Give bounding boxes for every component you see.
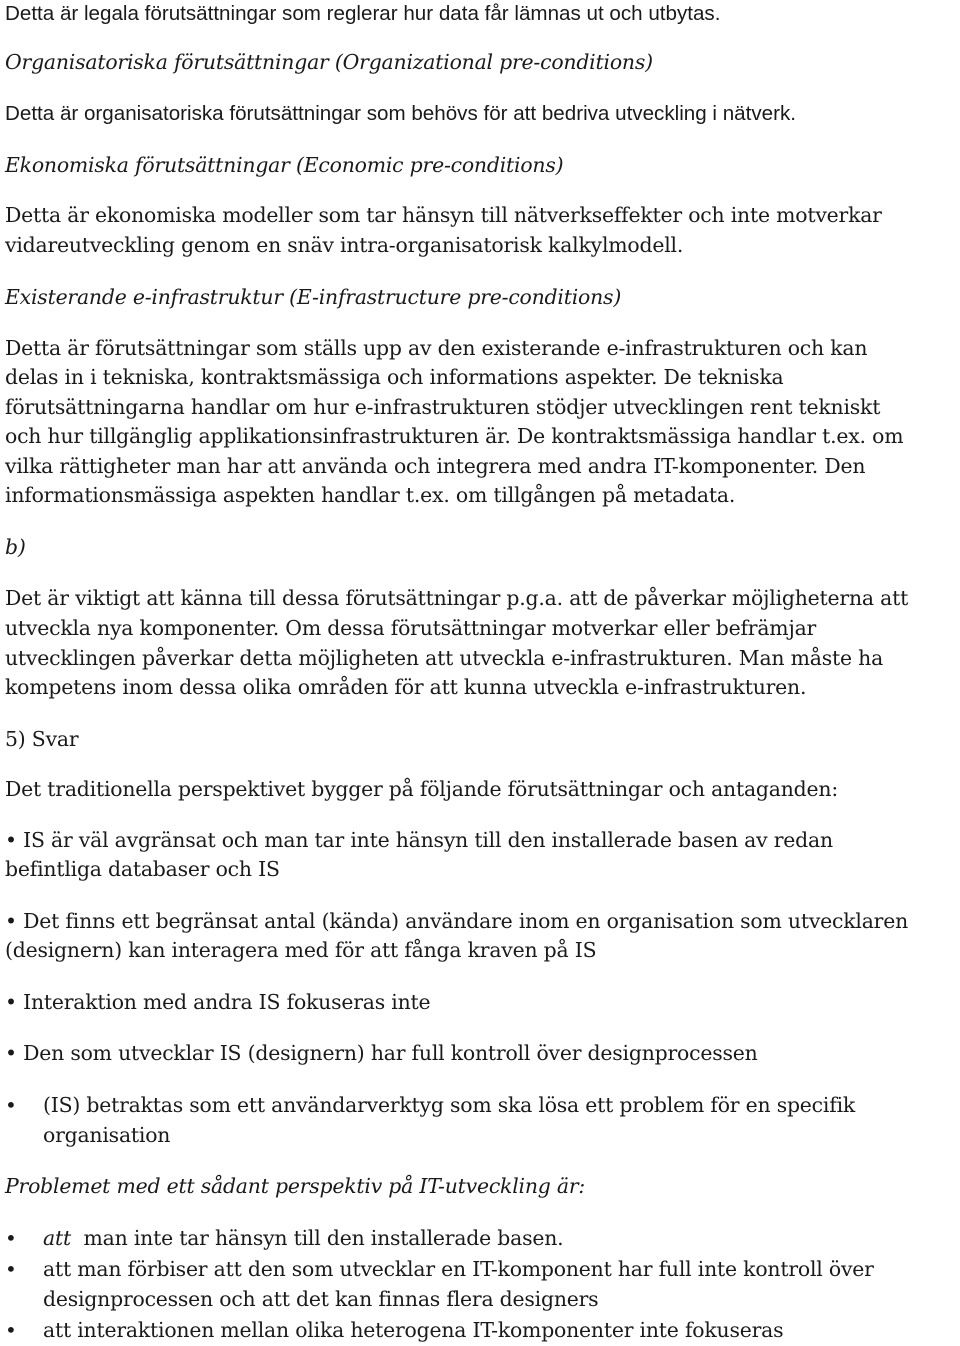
list-item-continuation: organisation [43, 1123, 171, 1147]
list-item-continuation: designprocessen och att det kan finnas flera designers [43, 1287, 599, 1311]
paragraph-b-line-3: utvecklingen påverkar detta möjligheten att utveckla e-infrastrukturen. Man måste ha [5, 646, 884, 670]
list-item: (IS) betraktas som ett användarverktyg som ska lösa ett problem för en specifik [43, 1093, 856, 1117]
heading-economic: Ekonomiska förutsättningar (Economic pre-conditions) [5, 153, 564, 177]
bullet-icon: • [5, 1257, 17, 1281]
heading-answer-5: 5) Svar [5, 727, 79, 751]
emphasis-att: att [43, 1226, 71, 1250]
list-item-continuation: befintliga databaser och IS [5, 857, 280, 881]
bullet-icon: • [5, 1226, 17, 1250]
list-item: • Den som utvecklar IS (designern) har full kontroll över designprocessen [5, 1041, 758, 1065]
paragraph-e-infrastructure-line-4: och hur tillgänglig applikationsinfrastrukturen är. De kontraktsmässiga handlar t.ex. om [5, 424, 904, 448]
paragraph-b-line-4: kompetens inom dessa olika områden för att kunna utveckla e-infrastrukturen. [5, 675, 807, 699]
list-item: • IS är väl avgränsat och man tar inte hänsyn till den installerade basen av redan [5, 828, 833, 852]
paragraph-e-infrastructure-line-3: förutsättningarna handlar om hur e-infrastrukturen stödjer utvecklingen rent tekniskt [5, 395, 881, 419]
list-item: att interaktionen mellan olika heterogena IT-komponenter inte fokuseras [43, 1318, 784, 1342]
paragraph-economic-line-1: Detta är ekonomiska modeller som tar hänsyn till nätverkseffekter och inte motverkar [5, 203, 882, 227]
paragraph-e-infrastructure-line-6: informationsmässiga aspekten handlar t.ex. om tillgången på metadata. [5, 483, 736, 507]
heading-organizational: Organisatoriska förutsättningar (Organizational pre-conditions) [5, 50, 653, 74]
heading-problem: Problemet med ett sådant perspektiv på IT-utveckling är: [5, 1174, 586, 1198]
heading-b: b) [5, 535, 26, 559]
heading-e-infrastructure: Existerande e-infrastruktur (E-infrastructure pre-conditions) [5, 285, 622, 309]
paragraph-organizational: Detta är organisatoriska förutsättningar som behövs för att bedriva utveckling i nätverk. [5, 102, 796, 125]
list-item: • Interaktion med andra IS fokuseras inte [5, 990, 431, 1014]
paragraph-economic-line-2: vidareutveckling genom en snäv intra-organisatorisk kalkylmodell. [5, 233, 684, 257]
paragraph-e-infrastructure-line-5: vilka rättigheter man har att använda och integrera med andra IT-komponenter. Den [5, 454, 866, 478]
bullet-icon: • [5, 1093, 17, 1117]
list-item: att man förbiser att den som utvecklar en IT-komponent har full inte kontroll över [43, 1257, 874, 1281]
paragraph-e-infrastructure-line-2: delas in i tekniska, kontraktsmässiga och informations aspekter. De tekniska [5, 365, 784, 389]
paragraph-e-infrastructure-line-1: Detta är förutsättningar som ställs upp av den existerande e-infrastrukturen och kan [5, 336, 868, 360]
list-item-continuation: (designern) kan interagera med för att fånga kraven på IS [5, 938, 597, 962]
list-item [43, 1226, 563, 1250]
bullet-icon: • [5, 1318, 17, 1342]
list-item-text: man inte tar hänsyn till den installerade basen. [70, 1226, 564, 1250]
paragraph-legal: Detta är legala förutsättningar som reglerar hur data får lämnas ut och utbytas. [5, 2, 721, 25]
list-item: • Det finns ett begränsat antal (kända) användare inom en organisation som utvecklaren [5, 909, 909, 933]
paragraph-b-line-2: utveckla nya komponenter. Om dessa förutsättningar motverkar eller befrämjar [5, 616, 817, 640]
paragraph-answer-intro: Det traditionella perspektivet bygger på följande förutsättningar och antaganden: [5, 777, 838, 801]
paragraph-b-line-1: Det är viktigt att känna till dessa förutsättningar p.g.a. att de påverkar möjligheterna att [5, 586, 909, 610]
